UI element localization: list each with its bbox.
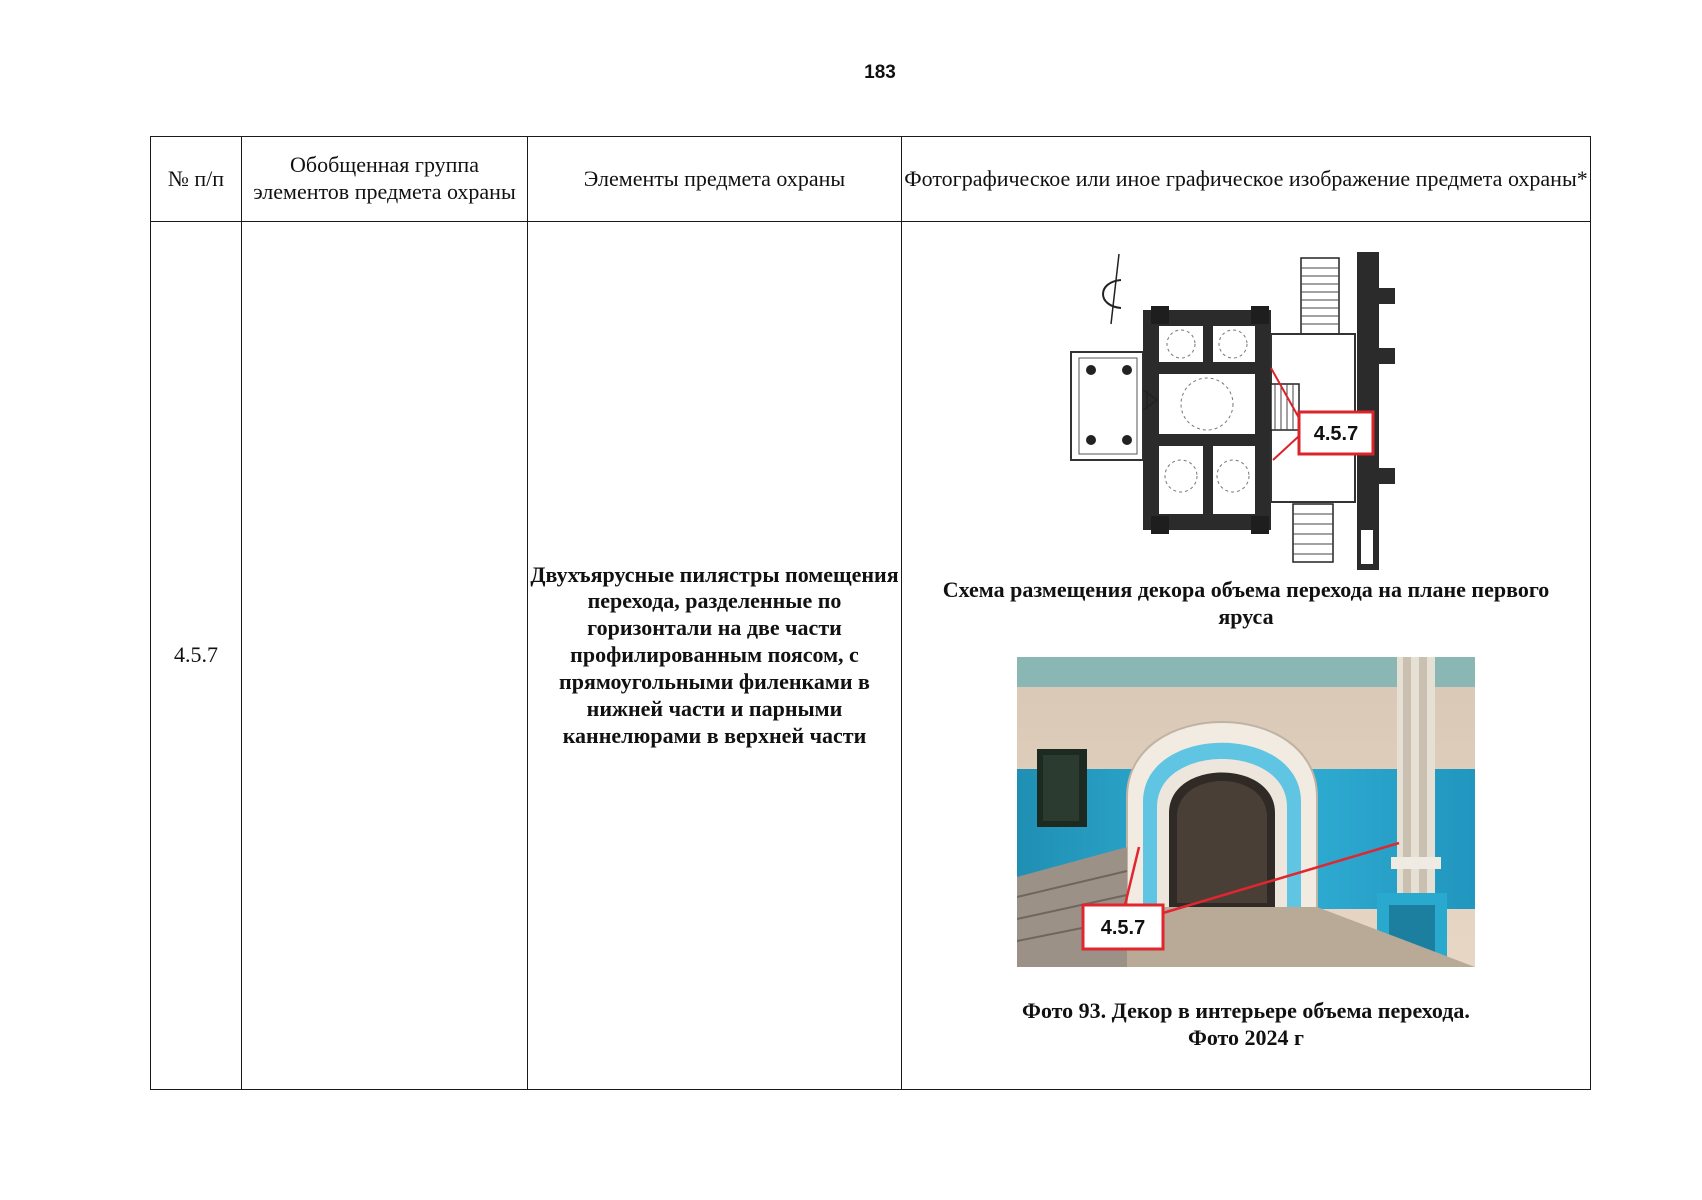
interior-photo xyxy=(1017,657,1475,967)
page-number: 183 xyxy=(864,62,896,83)
photo-marker-tag: 4.5.7 xyxy=(1100,916,1146,939)
floor-plan-drawing xyxy=(1061,240,1431,570)
row-elements: Двухъярусные пилястры помещения перехода, разделенные по горизонтали на две части профилированным поясом, с прямоугольными филенками в нижней части и парными каннелюрами в верхней части xyxy=(528,222,902,1090)
photo-caption xyxy=(902,997,1590,1052)
photo-caption-line-2: Фото 2024 г xyxy=(1187,1024,1305,1050)
header-num: № п/п xyxy=(151,137,242,222)
protection-table xyxy=(150,136,1591,1090)
table-row xyxy=(151,222,1591,1090)
photo-caption-line-1: Фото 93. Декор в интерьере объема перехода. xyxy=(1022,997,1470,1023)
row-group xyxy=(242,222,528,1090)
header-group: Обобщенная группа элементов предмета охраны xyxy=(242,137,528,222)
row-images xyxy=(902,222,1591,1090)
header-image: Фотографическое или иное графическое изображение предмета охраны* xyxy=(902,137,1591,222)
row-number: 4.5.7 xyxy=(151,222,242,1090)
table-header-row xyxy=(151,137,1591,222)
plan-marker-tag: 4.5.7 xyxy=(1313,423,1359,445)
header-elements: Элементы предмета охраны xyxy=(528,137,902,222)
plan-caption: Схема размещения декора объема перехода на плане первого яруса xyxy=(942,577,1550,630)
